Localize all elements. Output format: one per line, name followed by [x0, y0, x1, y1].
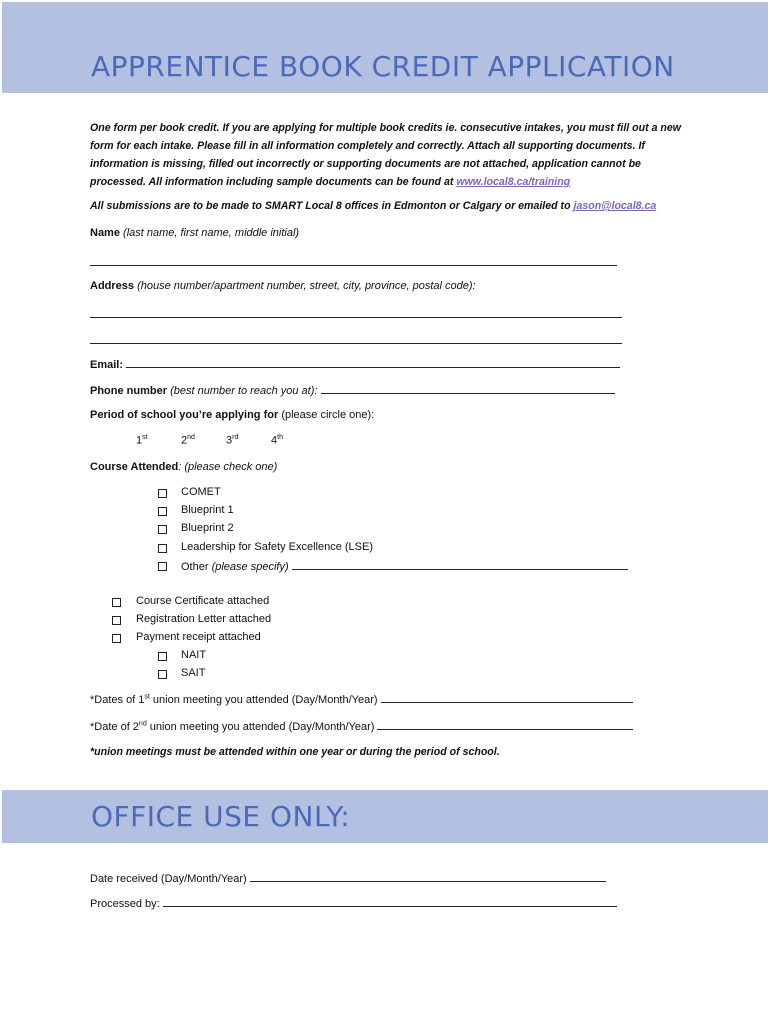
first-meeting-prefix: *Dates of 1: [90, 694, 145, 706]
first-meeting-line: [90, 692, 633, 706]
period-label: Period of school you’re applying for: [90, 409, 279, 421]
other-specify-field[interactable]: [292, 559, 628, 570]
second-meeting-suffix: union meeting you attended (Day/Month/Year): [146, 721, 375, 733]
submissions-line: [90, 200, 656, 212]
first-meeting-sup: st: [144, 693, 150, 701]
checkbox-course-certificate[interactable]: [112, 598, 121, 607]
course-option-blueprint1: Blueprint 1: [181, 504, 234, 516]
course-hint: : (please check one): [178, 461, 278, 473]
checkbox-payment-receipt[interactable]: [112, 634, 121, 643]
address-label: Address: [90, 280, 135, 292]
name-hint: (last name, first name, middle initial): [123, 227, 300, 239]
course-label: Course Attended: [90, 461, 179, 473]
course-checkbox-blueprint2[interactable]: [158, 525, 167, 534]
first-meeting-suffix: union meeting you attended (Day/Month/Year): [149, 694, 378, 706]
attachment-payment-receipt: Payment receipt attached: [136, 631, 261, 643]
attachment-registration-letter: Registration Letter attached: [136, 613, 272, 625]
office-title: OFFICE USE ONLY:: [91, 800, 351, 833]
course-checkbox-lse[interactable]: [158, 544, 167, 553]
training-link[interactable]: www.local8.ca/training: [456, 176, 571, 188]
intro-text: One form per book credit. If you are applying for multiple book credits ie. consecutive intakes, you must fill out a new form for each intake. Please fill in all information completely and correctly. Attach all supporting documents. If information is missing, filled out incorrectly or supporting documents are not attached, application cannot be processed. All information including sample documents can be found at: [90, 122, 682, 188]
meetings-note: *union meetings must be attended within one year or during the period of school.: [90, 746, 500, 758]
processed-by-field[interactable]: [163, 896, 617, 907]
first-meeting-field[interactable]: [381, 692, 633, 703]
processed-by-label: Processed by:: [90, 898, 160, 910]
checkbox-sait[interactable]: [158, 670, 167, 679]
email-link[interactable]: jason@local8.ca: [573, 200, 657, 212]
email-line: [90, 357, 620, 371]
address-field-1[interactable]: [90, 317, 622, 318]
form-title: APPRENTICE BOOK CREDIT APPLICATION: [91, 50, 675, 83]
date-received-field[interactable]: [250, 871, 606, 882]
checkbox-nait[interactable]: [158, 652, 167, 661]
school-nait: NAIT: [181, 649, 207, 661]
course-checkbox-other[interactable]: [158, 562, 167, 571]
course-option-other: [181, 559, 628, 573]
course-checkbox-blueprint1[interactable]: [158, 507, 167, 516]
course-checkbox-comet[interactable]: [158, 489, 167, 498]
checkbox-registration-letter[interactable]: [112, 616, 121, 625]
course-option-lse: Leadership for Safety Excellence (LSE): [181, 541, 373, 553]
school-sait: SAIT: [181, 667, 206, 679]
processed-by-line: [90, 896, 617, 910]
address-field-2[interactable]: [90, 343, 622, 344]
second-meeting-sup: nd: [138, 720, 147, 728]
period-hint: (please circle one):: [281, 409, 375, 421]
name-label: Name: [90, 227, 120, 239]
period-option-3[interactable]: 3rd: [226, 434, 239, 447]
intro-paragraph: [90, 119, 690, 191]
attachment-course-certificate: Course Certificate attached: [136, 595, 270, 607]
second-meeting-line: [90, 719, 633, 733]
second-meeting-field[interactable]: [377, 719, 633, 730]
date-received-label: Date received (Day/Month/Year): [90, 873, 247, 885]
period-option-4[interactable]: 4th: [271, 434, 283, 447]
phone-label: Phone number: [90, 385, 168, 397]
office-banner: [2, 790, 768, 843]
other-hint: (please specify): [211, 561, 289, 573]
email-field[interactable]: [126, 357, 620, 368]
other-label: Other: [181, 561, 209, 573]
submissions-text: All submissions are to be made to SMART Local 8 offices in Edmonton or Calgary or emailed to: [90, 200, 574, 212]
course-option-comet: COMET: [181, 486, 221, 498]
period-option-1[interactable]: 1st: [136, 434, 148, 447]
address-label-line: [90, 280, 476, 292]
course-line: [90, 461, 277, 473]
title-banner: [2, 2, 768, 93]
name-field[interactable]: [90, 265, 617, 266]
address-hint: (house number/apartment number, street, city, province, postal code):: [137, 280, 476, 292]
email-label: Email:: [90, 359, 124, 371]
phone-hint: (best number to reach you at):: [170, 385, 318, 397]
name-label-line: [90, 227, 299, 239]
phone-line: [90, 383, 615, 397]
date-received-line: [90, 871, 606, 885]
course-option-blueprint2: Blueprint 2: [181, 522, 234, 534]
phone-field[interactable]: [321, 383, 615, 394]
period-line: [90, 409, 374, 421]
period-option-2[interactable]: 2nd: [181, 434, 195, 447]
second-meeting-prefix: *Date of 2: [90, 721, 139, 733]
